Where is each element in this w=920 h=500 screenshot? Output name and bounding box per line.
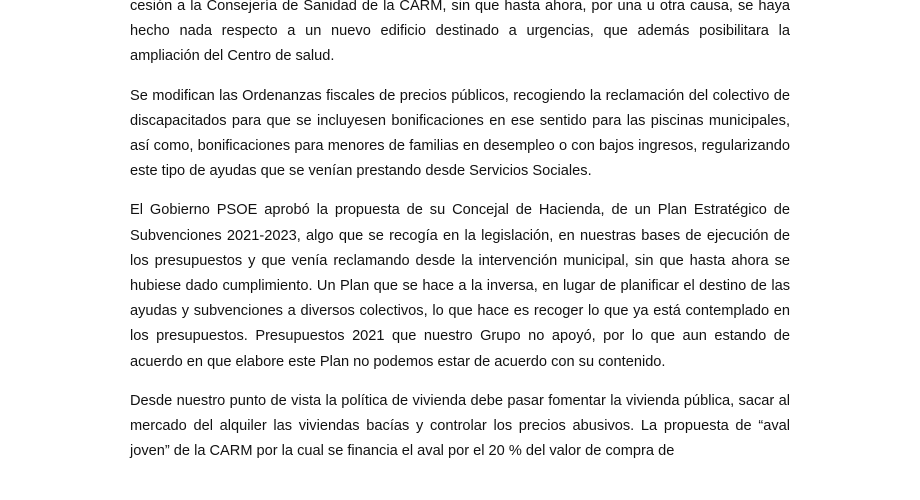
paragraph-sanidad-urgencias: cesión a la Consejería de Sanidad de la CARM, sin que hasta ahora, por una u otra causa, se haya hecho nada respecto a un nuevo edificio destinado a urgencias, que además posibilitara la ampliación del Centro de salud.: [130, 0, 790, 65]
paragraph-politica-vivienda: Desde nuestro punto de vista la política de vivienda debe pasar fomentar la vivienda pública, sacar al mercado del alquiler las viviendas bacías y controlar los precios abusivos. La propuesta de “aval joven” de la CARM por la cual se financia el aval por el 20 % del valor de compra de: [130, 392, 790, 460]
document-body: [130, 0, 790, 478]
paragraph-plan-subvenciones: El Gobierno PSOE aprobó la propuesta de su Concejal de Hacienda, de un Plan Estratégico de Subvenciones 2021-2023, algo que se recogía en la legislación, en nuestras bases de ejecución de los presupuestos y que venía reclamando desde la intervención municipal, sin que hasta ahora se hubiese dado cumplimiento. Un Plan que se hace a la inversa, en lugar de planificar el destino de las ayudas y subvenciones a diversos colectivos, lo que hace es recoger lo que ya está contemplado en los presupuestos. Presupuestos 2021 que nuestro Grupo no apoyó, por lo que aun estando de acuerdo en que elabore este Plan no podemos estar de acuerdo con su contenido.: [130, 202, 790, 370]
paragraph-ordenanzas-fiscales: Se modifican las Ordenanzas fiscales de precios públicos, recogiendo la reclamación del colectivo de discapacitados para que se incluyesen bonificaciones en ese sentido para las piscinas municipales, así como, bonificaciones para menores de familias en desempleo o con bajos ingresos, regularizando este tipo de ayudas que se venían prestando desde Servicios Sociales.: [130, 87, 790, 180]
